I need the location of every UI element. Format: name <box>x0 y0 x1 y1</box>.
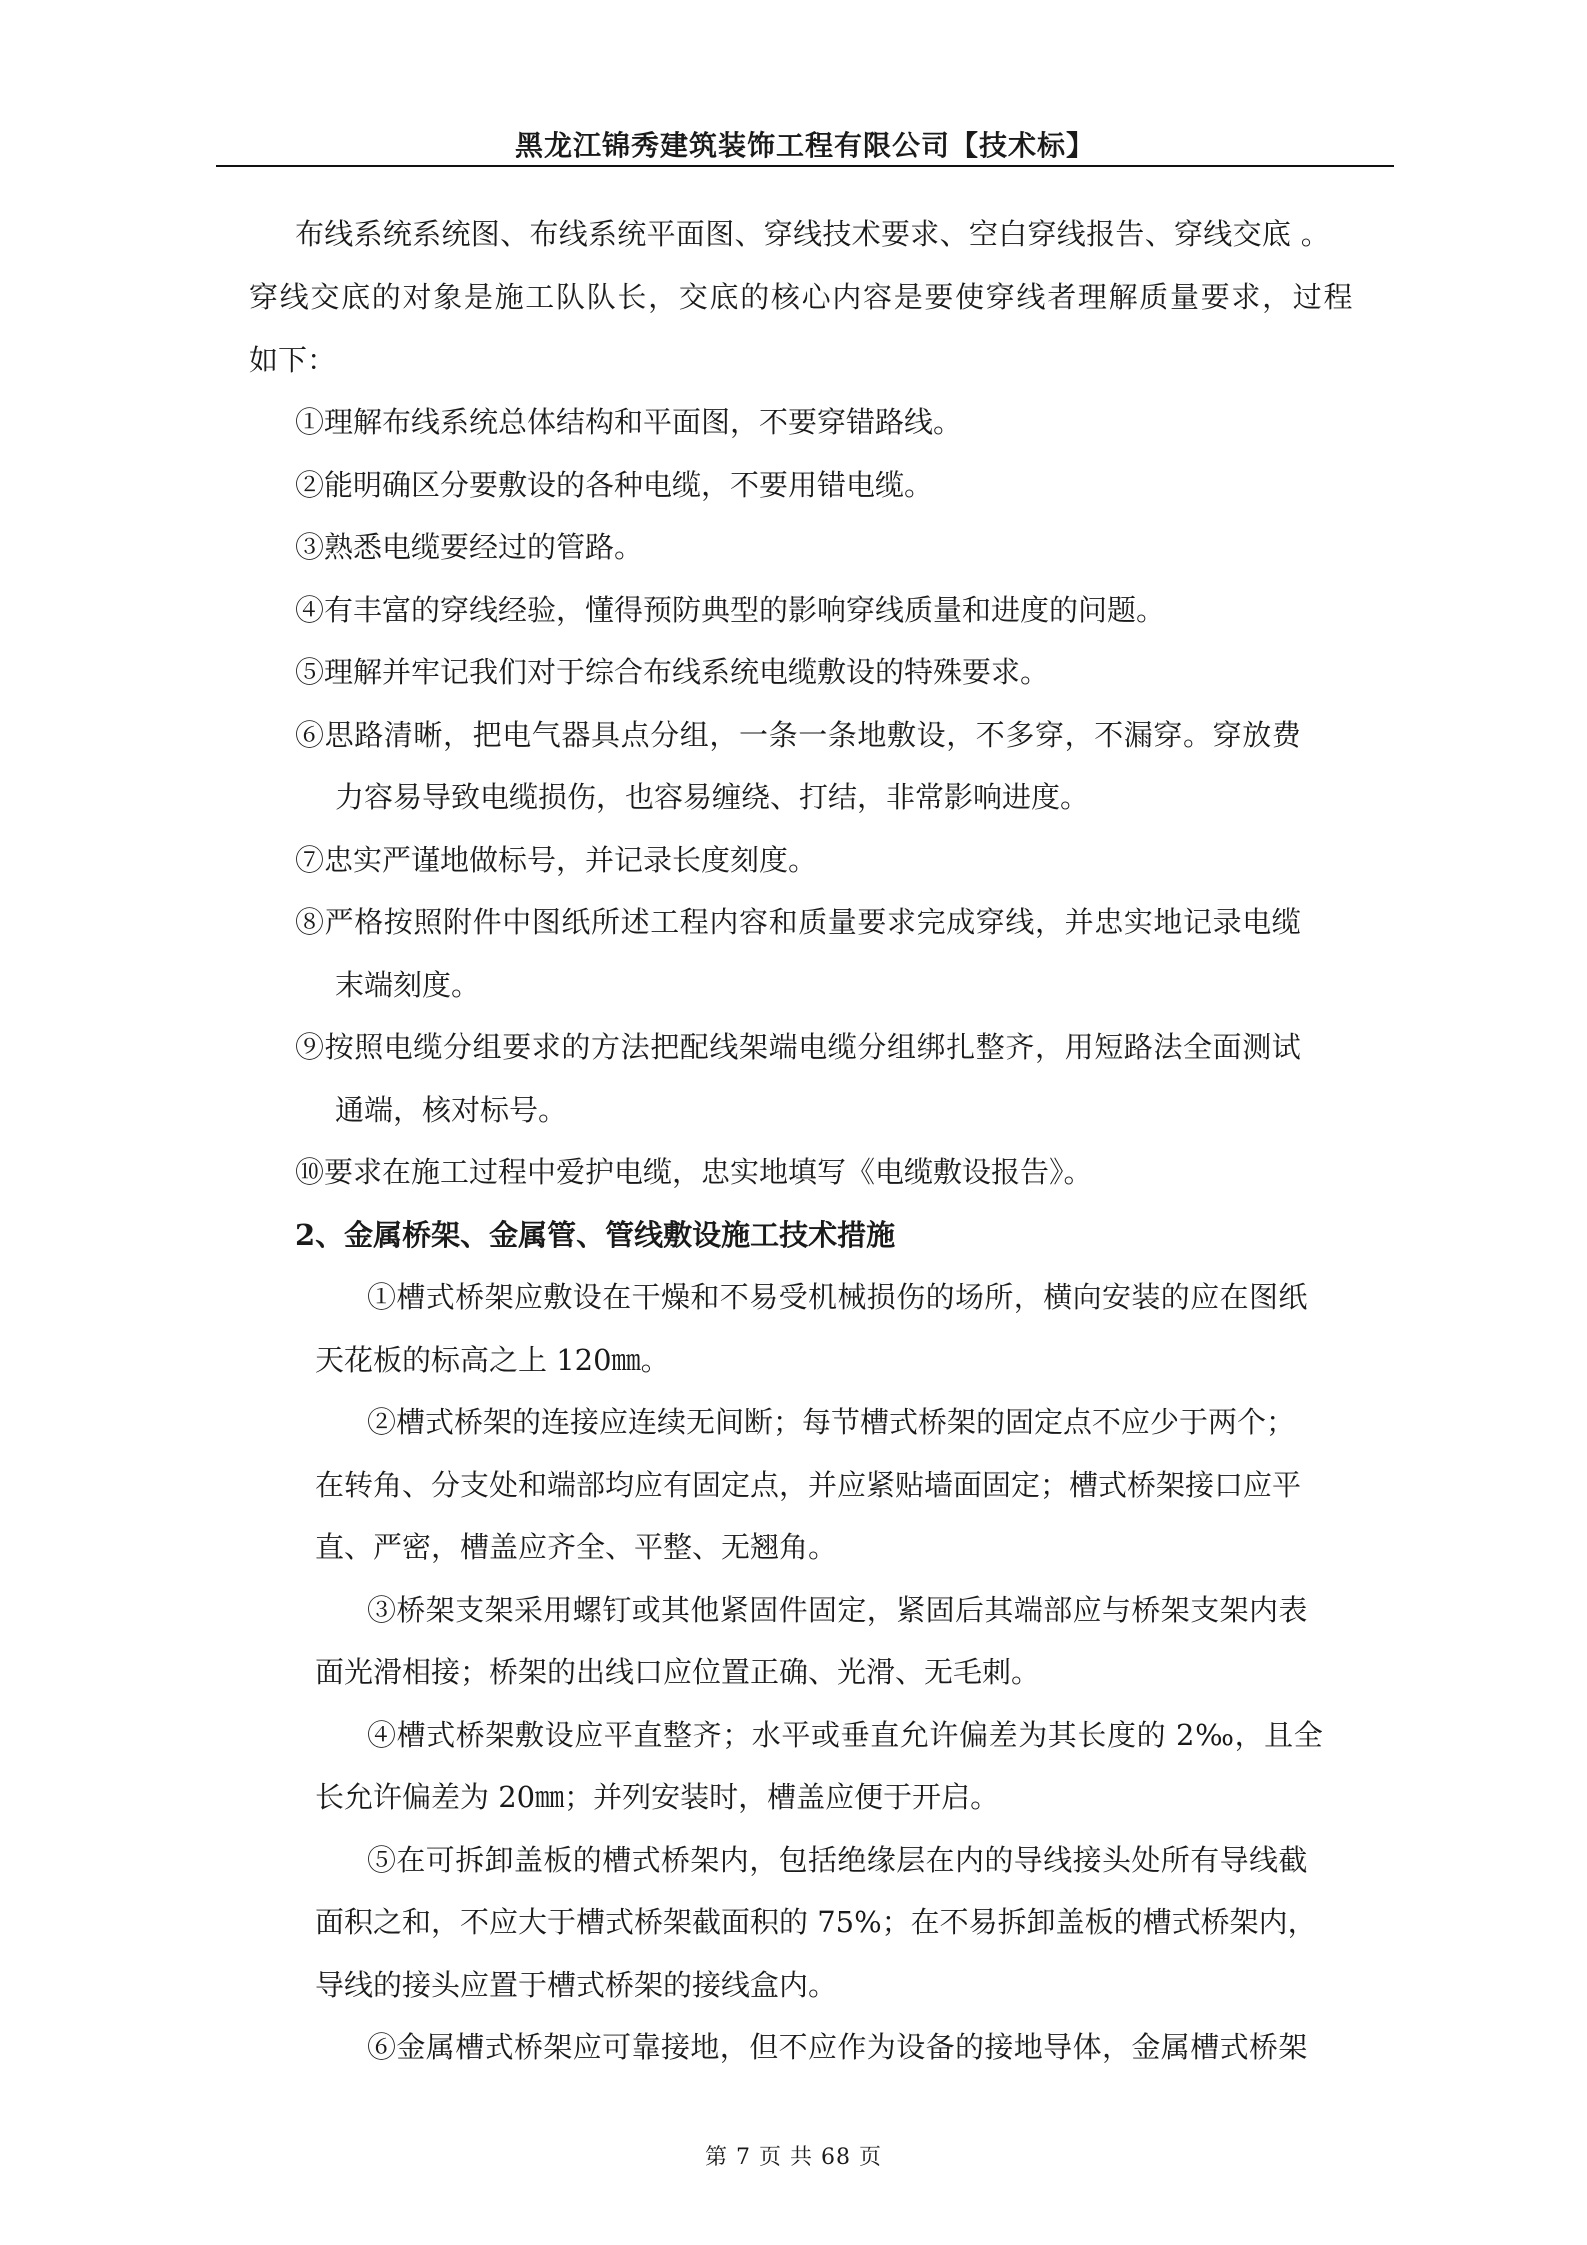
paragraph-line: 长允许偏差为 20㎜；并列安装时，槽盖应便于开启。 <box>315 1780 1000 1814</box>
list-item: ⑩要求在施工过程中爱护电缆，忠实地填写《电缆敷设报告》。 <box>295 1155 1093 1189</box>
list-item-continuation: 末端刻度。 <box>335 968 481 1002</box>
list-item: ②能明确区分要敷设的各种电缆，不要用错电缆。 <box>295 468 934 502</box>
section-heading: 2、金属桥架、金属管、管线敷设施工技术措施 <box>295 1218 896 1252</box>
paragraph-line: 导线的接头应置于槽式桥架的接线盒内。 <box>315 1968 838 2002</box>
page-number: 7 <box>736 2145 751 2170</box>
list-item: ⑥思路清晰，把电气器具点分组，一条一条地敷设，不多穿，不漏穿。穿放费 <box>295 718 1302 752</box>
list-item: ⑦忠实严谨地做标号，并记录长度刻度。 <box>295 843 818 877</box>
paragraph-line: ②槽式桥架的连接应连续无间断；每节槽式桥架的固定点不应少于两个； <box>367 1405 1296 1439</box>
paragraph-line: ①槽式桥架应敷设在干燥和不易受机械损伤的场所，横向安装的应在图纸 <box>367 1280 1308 1314</box>
list-item: ①理解布线系统总体结构和平面图，不要穿错路线。 <box>295 405 963 439</box>
paragraph-line: ⑤在可拆卸盖板的槽式桥架内，包括绝缘层在内的导线接头处所有导线截 <box>367 1843 1308 1877</box>
paragraph-line: 面光滑相接；桥架的出线口应位置正确、光滑、无毛刺。 <box>315 1655 1041 1689</box>
footer-prefix: 第 <box>704 2145 728 2170</box>
paragraph-line: ③桥架支架采用螺钉或其他紧固件固定，紧固后其端部应与桥架支架内表 <box>367 1593 1308 1627</box>
paragraph-line: 如下： <box>249 343 337 377</box>
list-item-continuation: 通端，核对标号。 <box>335 1093 568 1127</box>
paragraph-line: 穿线交底的对象是施工队队长，交底的核心内容是要使穿线者理解质量要求，过程 <box>249 280 1355 314</box>
list-item: ③熟悉电缆要经过的管路。 <box>295 530 644 564</box>
page-header-title: 黑龙江锦秀建筑装饰工程有限公司【技术标】 <box>514 129 1095 162</box>
list-item: ④有丰富的穿线经验，懂得预防典型的影响穿线质量和进度的问题。 <box>295 593 1166 627</box>
list-item: ⑨按照电缆分组要求的方法把配线架端电缆分组绑扎整齐，用短路法全面测试 <box>295 1030 1302 1064</box>
page-total: 68 <box>821 2145 851 2170</box>
paragraph-line: 面积之和，不应大于槽式桥架截面积的 75%；在不易拆卸盖板的槽式桥架内， <box>315 1905 1317 1939</box>
paragraph-line: ④槽式桥架敷设应平直整齐；水平或垂直允许偏差为其长度的 2‰，且全 <box>367 1718 1324 1752</box>
header-divider <box>216 165 1394 167</box>
paragraph-line: 直、严密，槽盖应齐全、平整、无翘角。 <box>315 1530 838 1564</box>
paragraph-line: 布线系统系统图、布线系统平面图、穿线技术要求、空白穿线报告、穿线交底 。 <box>295 217 1331 251</box>
list-item: ⑧严格按照附件中图纸所述工程内容和质量要求完成穿线，并忠实地记录电缆 <box>295 905 1302 939</box>
footer-suffix: 页 <box>859 2145 883 2170</box>
paragraph-line: 在转角、分支处和端部均应有固定点，并应紧贴墙面固定；槽式桥架接口应平 <box>315 1468 1302 1502</box>
list-item: ⑤理解并牢记我们对于综合布线系统电缆敷设的特殊要求。 <box>295 655 1050 689</box>
footer-middle: 页 共 <box>759 2145 813 2170</box>
paragraph-line: 天花板的标高之上 120㎜。 <box>315 1343 670 1377</box>
paragraph-line: ⑥金属槽式桥架应可靠接地，但不应作为设备的接地导体，金属槽式桥架 <box>367 2030 1308 2064</box>
list-item-continuation: 力容易导致电缆损伤，也容易缠绕、打结，非常影响进度。 <box>335 780 1090 814</box>
page-footer <box>0 2140 1587 2171</box>
